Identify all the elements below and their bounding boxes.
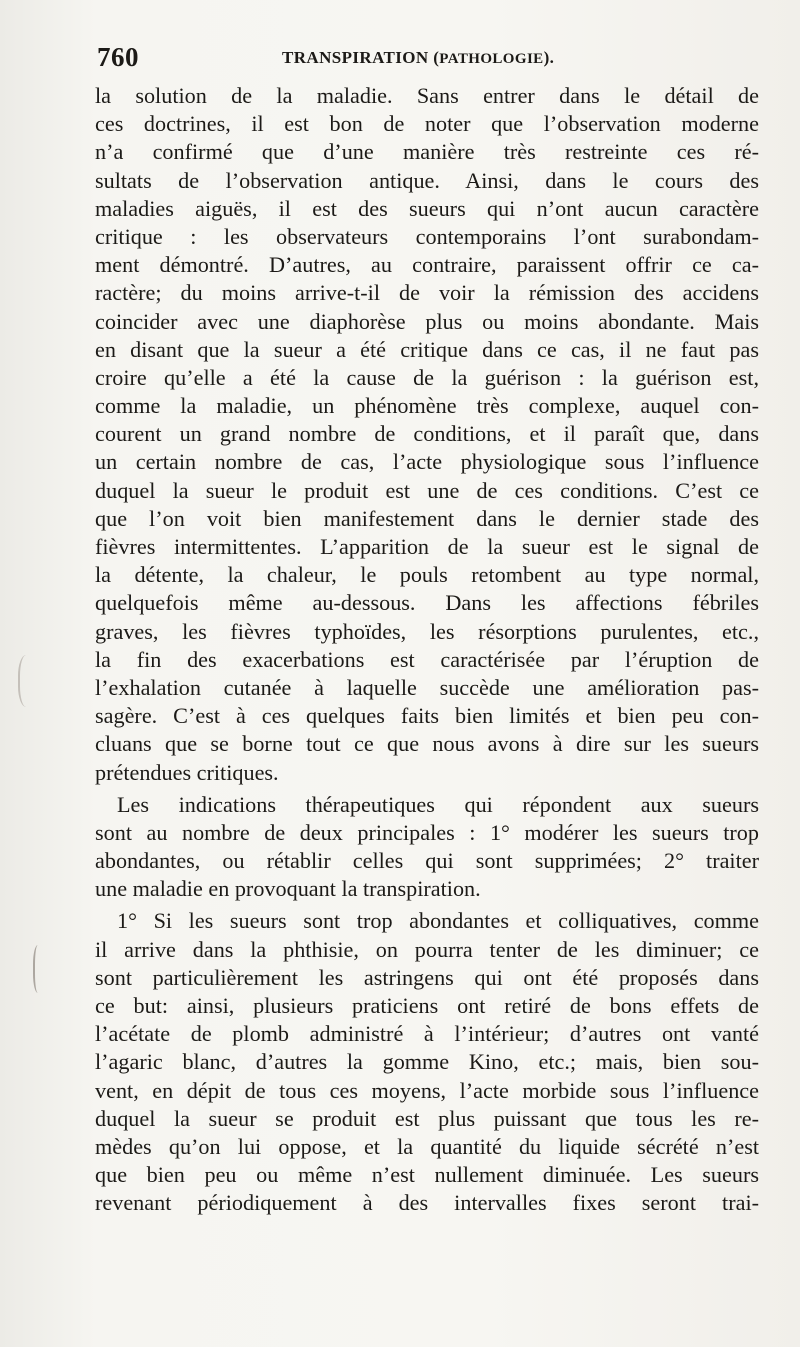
running-title-end: ). bbox=[543, 48, 555, 67]
text-line: mèdes qu’on lui oppose, et la quantité du liquide sécrété n’est bbox=[95, 1133, 759, 1159]
paragraph-2 bbox=[95, 791, 759, 904]
text-line: la solution de la maladie. Sans entrer dans le détail de bbox=[95, 83, 759, 108]
text-line: abondantes, ou rétablir celles qui sont supprimées; 2° traiter bbox=[95, 848, 759, 874]
page-header bbox=[97, 40, 757, 80]
text-line: prétendues critiques. bbox=[95, 759, 279, 785]
paragraph-1 bbox=[95, 82, 759, 787]
text-line: ment démontré. D’autres, au contraire, paraissent offrir ce ca- bbox=[95, 252, 759, 278]
text-line: sultats de l’observation antique. Ainsi, dans le cours des bbox=[95, 167, 759, 193]
text-line: duquel la sueur se produit est plus puissant que tous les re- bbox=[95, 1105, 759, 1131]
text-line: fièvres intermittentes. L’apparition de la sueur est le signal de bbox=[95, 534, 759, 559]
running-title-sub: PATHOLOGIE bbox=[439, 51, 544, 67]
text-line: croire qu’elle a été la cause de la guérison : la guérison est, bbox=[95, 364, 759, 390]
text-line: courent un grand nombre de conditions, et il paraît que, dans bbox=[95, 421, 759, 447]
text-line: l’acétate de plomb administré à l’intérieur; d’autres ont vanté bbox=[95, 1021, 759, 1047]
running-title-main: TRANSPIRATION ( bbox=[282, 48, 440, 67]
text-line: Les indications thérapeutiques qui répondent aux sueurs bbox=[117, 791, 759, 817]
text-line: ce but: ainsi, plusieurs praticiens ont retiré de bons effets de bbox=[95, 993, 759, 1018]
text-line: 1° Si les sueurs sont trop abondantes et colliquatives, comme bbox=[117, 908, 759, 934]
text-line: revenant périodiquement à des intervalles fixes seront trai- bbox=[95, 1190, 759, 1216]
running-title bbox=[282, 48, 554, 68]
text-line: comme la maladie, un phénomène très complexe, auquel con- bbox=[95, 393, 759, 419]
text-line: l’agaric blanc, d’autres la gomme Kino, etc.; mais, bien sou- bbox=[95, 1049, 759, 1075]
text-line: ractère; du moins arrive-t-il de voir la rémission des accidens bbox=[95, 280, 759, 306]
text-line: que bien peu ou même n’est nullement diminuée. Les sueurs bbox=[95, 1162, 759, 1188]
text-line: sont au nombre de deux principales : 1° modérer les sueurs trop bbox=[95, 819, 759, 845]
text-line: sagère. C’est à ces quelques faits bien limités et bien peu con- bbox=[95, 703, 759, 729]
text-line: vent, en dépit de tous ces moyens, l’acte morbide sous l’influence bbox=[95, 1077, 759, 1103]
text-line: graves, les fièvres typhoïdes, les résorptions purulentes, etc., bbox=[95, 618, 759, 644]
text-line: coincider avec une diaphorèse plus ou moins abondante. Mais bbox=[95, 308, 759, 334]
text-line: en disant que la sueur a été critique dans ce cas, il ne faut pas bbox=[95, 336, 759, 362]
text-line: il arrive dans la phthisie, on pourra tenter de les diminuer; ce bbox=[95, 936, 759, 962]
body-text bbox=[95, 82, 759, 1218]
text-line: la fin des exacerbations est caractérisée par l’éruption de bbox=[95, 646, 759, 672]
text-line: la détente, la chaleur, le pouls retombent au type normal, bbox=[95, 562, 759, 588]
text-line: une maladie en provoquant la transpiration. bbox=[95, 876, 481, 902]
text-line: que l’on voit bien manifestement dans le dernier stade des bbox=[95, 505, 759, 531]
text-line: critique : les observateurs contemporains l’ont surabondam- bbox=[95, 223, 759, 249]
text-line: maladies aiguës, il est des sueurs qui n’ont aucun caractère bbox=[95, 195, 759, 221]
text-line: sont particulièrement les astringens qui ont été proposés dans bbox=[95, 964, 759, 990]
margin-pencil-mark bbox=[18, 655, 38, 707]
text-line: duquel la sueur le produit est une de ces conditions. C’est ce bbox=[95, 477, 759, 503]
text-line: n’a confirmé que d’une manière très restreinte ces ré- bbox=[95, 139, 759, 165]
text-line: l’exhalation cutanée à laquelle succède une amélioration pas- bbox=[95, 674, 759, 700]
text-line: un certain nombre de cas, l’acte physiologique sous l’influence bbox=[95, 449, 759, 475]
paragraph-3 bbox=[95, 907, 759, 1217]
text-line: cluans que se borne tout ce que nous avons à dire sur les sueurs bbox=[95, 731, 759, 757]
text-line: quelquefois même au-dessous. Dans les affections fébriles bbox=[95, 590, 759, 616]
margin-pencil-mark bbox=[33, 945, 45, 993]
page-number: 760 bbox=[97, 42, 139, 72]
text-line: ces doctrines, il est bon de noter que l’observation moderne bbox=[95, 111, 759, 137]
